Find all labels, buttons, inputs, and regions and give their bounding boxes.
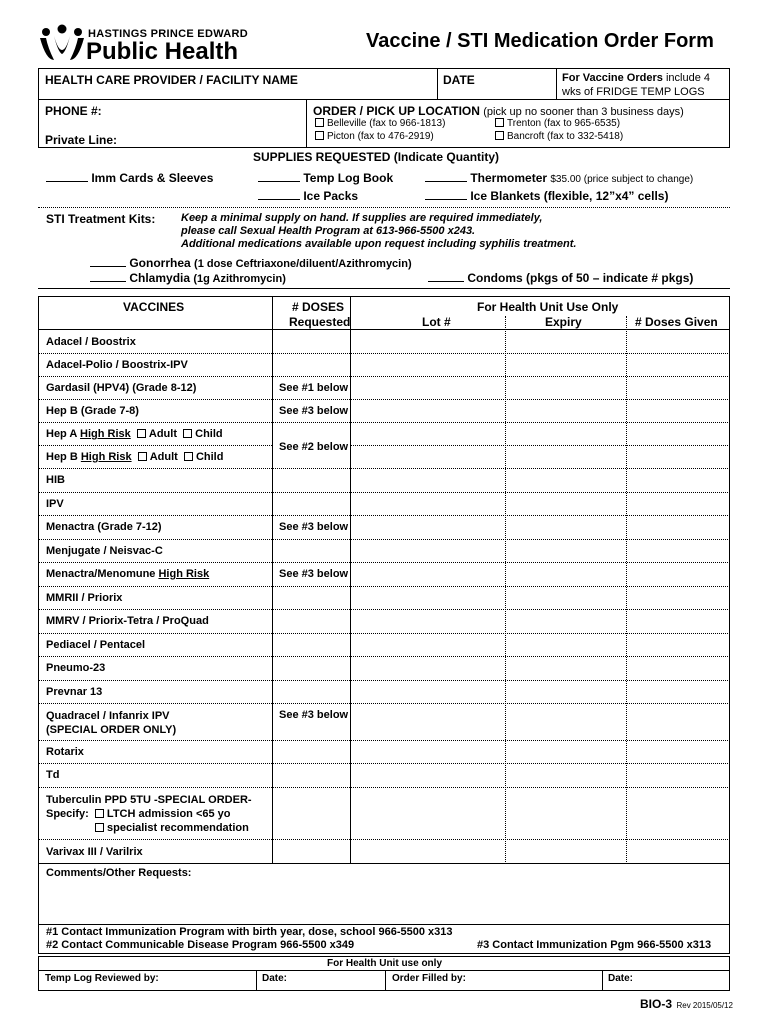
- order-location: ORDER / PICK UP LOCATION (pick up no sooner than 3 business days): [313, 104, 684, 118]
- table-row: Gardasil (HPV4) (Grade 8-12) See #1 below: [46, 382, 349, 394]
- quadracel-note: See #3 below: [279, 709, 349, 721]
- table-row: IPV: [46, 498, 64, 510]
- adult-checkbox[interactable]: [137, 429, 146, 438]
- table-row: Menjugate / Neisvac-C: [46, 545, 163, 557]
- date-2-label: Date:: [608, 973, 634, 984]
- tuberculin-row: Tuberculin PPD 5TU -SPECIAL ORDER- Specify: LTCH admission <65 yo specialist recommendation: [46, 794, 252, 834]
- checkbox[interactable]: [315, 118, 324, 127]
- checkbox[interactable]: [495, 131, 504, 140]
- table-row: Pediacel / Pentacel: [46, 639, 146, 651]
- org-name-line1: HASTINGS PRINCE EDWARD: [88, 28, 248, 40]
- temp-log-item[interactable]: Temp Log Book: [258, 171, 393, 185]
- col-vaccines: VACCINES: [123, 300, 185, 314]
- chlamydia-item[interactable]: Chlamydia (1g Azithromycin): [90, 271, 286, 285]
- gonorrhea-item[interactable]: Gonorrhea (1 dose Ceftriaxone/diluent/Azithromycin): [90, 256, 412, 270]
- table-row: Adacel-Polio / Boostrix-IPV: [46, 359, 188, 371]
- form-code: BIO-3 Rev 2015/05/12: [640, 997, 733, 1011]
- footnote-1: #1 Contact Immunization Program with birth year, dose, school 966-5500 x313: [46, 926, 453, 938]
- temp-log-reviewed-label: Temp Log Reviewed by:: [45, 973, 159, 984]
- table-row: MMRV / Priorix-Tetra / ProQuad: [46, 615, 209, 627]
- provider-name-label: HEALTH CARE PROVIDER / FACILITY NAME: [45, 73, 298, 87]
- col-doses-requested: Requested: [289, 315, 351, 329]
- col-lot: Lot #: [422, 315, 451, 329]
- child-checkbox[interactable]: [184, 452, 193, 461]
- form-title: Vaccine / STI Medication Order Form: [366, 30, 714, 52]
- checkbox[interactable]: [315, 131, 324, 140]
- comments-label: Comments/Other Requests:: [46, 867, 192, 879]
- col-expiry: Expiry: [545, 315, 582, 329]
- date-1-label: Date:: [262, 973, 288, 984]
- adult-checkbox[interactable]: [138, 452, 147, 461]
- location-bancroft[interactable]: Bancroft (fax to 332-5418): [495, 131, 623, 142]
- supplies-title: SUPPLIES REQUESTED (Indicate Quantity): [253, 150, 500, 164]
- office-use-title: For Health Unit use only: [327, 958, 443, 969]
- col-unit: For Health Unit Use Only: [477, 300, 619, 314]
- logo: [38, 24, 86, 64]
- checkbox[interactable]: [495, 118, 504, 127]
- footnote-2: #2 Contact Communicable Disease Program 966-5500 x349: [46, 939, 355, 951]
- ltch-checkbox[interactable]: [95, 809, 104, 818]
- child-checkbox[interactable]: [183, 429, 192, 438]
- hepa-high-risk-row: Hep A High Risk Adult Child: [46, 428, 223, 440]
- thermometer-item[interactable]: Thermometer $35.00 (price subject to change): [425, 171, 693, 185]
- footnote-3: #3 Contact Immunization Pgm 966-5500 x313: [477, 939, 712, 951]
- location-belleville[interactable]: Belleville (fax to 966-1813): [315, 118, 445, 129]
- sti-note: Keep a minimal supply on hand. If supplies are required immediately, please call Sexual Health Program at 613-966-5500 x243. Additional medications available upon request including syphilis treatment.: [181, 212, 577, 250]
- org-name-line2: Public Health: [86, 38, 239, 65]
- col-doses: # DOSES: [292, 300, 345, 314]
- comments-field[interactable]: [40, 882, 728, 922]
- location-picton[interactable]: Picton (fax to 476-2919): [315, 131, 434, 142]
- condoms-item[interactable]: Condoms (pkgs of 50 – indicate # pkgs): [428, 271, 693, 285]
- table-row: Adacel / Boostrix: [46, 336, 136, 348]
- imm-cards-item[interactable]: Imm Cards & Sleeves: [46, 171, 213, 185]
- table-row: Menactra (Grade 7-12) See #3 below: [46, 521, 349, 533]
- location-trenton[interactable]: Trenton (fax to 965-6535): [495, 118, 620, 129]
- order-filled-label: Order Filled by:: [392, 973, 466, 984]
- sti-label: STI Treatment Kits:: [46, 212, 156, 226]
- table-row: Pneumo-23: [46, 662, 106, 674]
- date-label: DATE: [443, 73, 475, 87]
- col-given: # Doses Given: [635, 315, 718, 329]
- phone-label: PHONE #:: [45, 104, 102, 118]
- ice-packs-item[interactable]: Ice Packs: [258, 189, 358, 203]
- table-row: Varivax III / Varilrix: [46, 846, 143, 858]
- quadracel-row: Quadracel / Infanrix IPV (SPECIAL ORDER ONLY): [46, 710, 177, 736]
- logo-people-icon: [38, 24, 86, 64]
- table-row: HIB: [46, 474, 65, 486]
- table-row: Menactra/Menomune High Risk See #3 below: [46, 568, 349, 580]
- high-risk-note: See #2 below: [279, 441, 349, 453]
- ice-blankets-item[interactable]: Ice Blankets (flexible, 12”x4” cells): [425, 189, 668, 203]
- private-line-label: Private Line:: [45, 133, 118, 147]
- specialist-checkbox[interactable]: [95, 823, 104, 832]
- table-row: Rotarix: [46, 746, 84, 758]
- table-row: Td: [46, 769, 60, 781]
- vaccine-orders-note: For Vaccine Orders include 4 wks of FRIDGE TEMP LOGS: [562, 72, 710, 98]
- table-row: Prevnar 13: [46, 686, 103, 698]
- table-row: MMRII / Priorix: [46, 592, 123, 604]
- hepb-high-risk-row: Hep B High Risk Adult Child: [46, 451, 224, 463]
- table-row: Hep B (Grade 7-8) See #3 below: [46, 405, 349, 417]
